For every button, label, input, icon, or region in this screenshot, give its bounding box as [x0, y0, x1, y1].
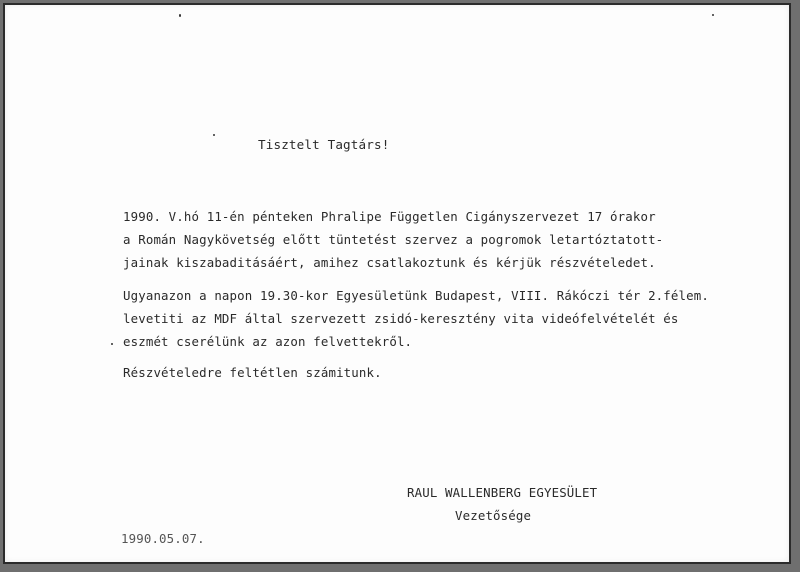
letter-sheet [3, 3, 791, 564]
ink-speck [111, 343, 113, 345]
paragraph-2-line-2: levetiti az MDF által szervezett zsidó-keresztény vita videófelvételét és [123, 311, 679, 326]
signature-leadership: Vezetősége [455, 508, 532, 523]
paragraph-2-line-1: Ugyanazon a napon 19.30-kor Egyesületünk Budapest, VIII. Rákóczi tér 2.félem. [123, 288, 709, 303]
paragraph-1-line-2: a Román Nagykövetség előtt tüntetést szervez a pogromok letartóztatott- [123, 232, 664, 247]
paragraph-2-line-3: eszmét cserélünk az azon felvettekről. [123, 334, 413, 349]
ink-speck [179, 14, 181, 17]
ink-speck [213, 134, 215, 136]
paragraph-1-line-3: jainak kiszabaditásáért, amihez csatlakoztunk és kérjük részvételedet. [123, 255, 656, 270]
signature-organization: RAUL WALLENBERG EGYESÜLET [407, 485, 598, 500]
paragraph-3-line-1: Részvételedre feltétlen számitunk. [123, 365, 382, 380]
salutation: Tisztelt Tagtárs! [258, 137, 390, 152]
letter-date: 1990.05.07. [121, 531, 205, 546]
ink-speck [712, 14, 714, 16]
paragraph-1-line-1: 1990. V.hó 11-én pénteken Phralipe Független Cigányszervezet 17 órakor [123, 209, 656, 224]
